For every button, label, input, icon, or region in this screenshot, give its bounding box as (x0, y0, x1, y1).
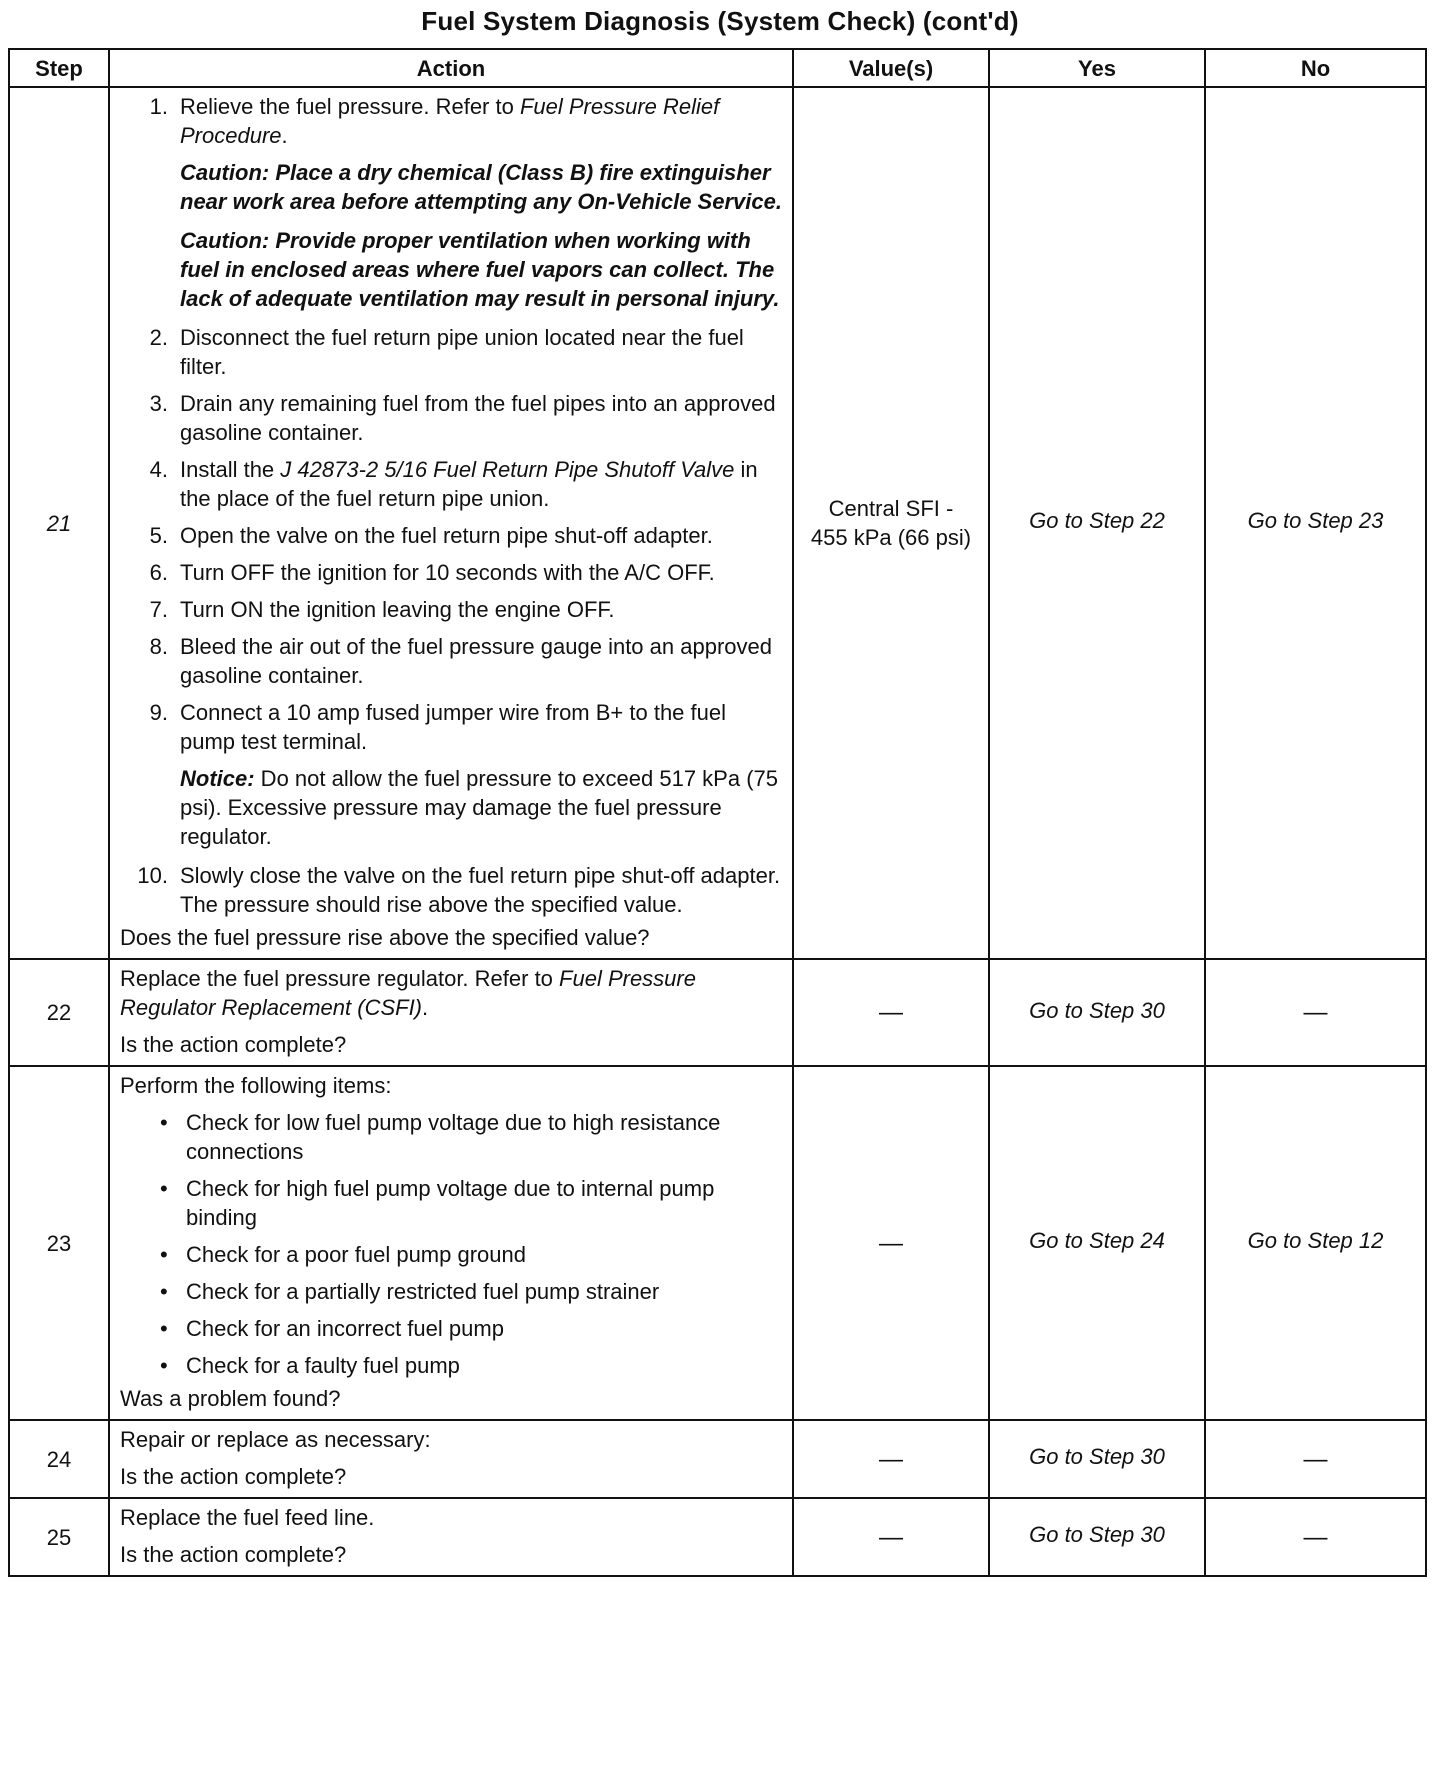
procedure-reference: Fuel Pressure Regulator Replacement (CSFI) (120, 966, 696, 1020)
bullet-item: • Check for a faulty fuel pump (120, 1351, 786, 1380)
dash: — (1303, 1445, 1328, 1473)
yes-cell: Go to Step 30 (989, 1420, 1205, 1498)
question-text: Was a problem found? (120, 1386, 341, 1411)
yes-cell: Go to Step 30 (989, 959, 1205, 1066)
item-text: Slowly close the valve on the fuel return pipe shut-off adapter. The pressure should rise above the specified value. (180, 863, 781, 917)
dash: — (879, 1523, 903, 1551)
notice-note (120, 764, 786, 851)
item-text: Drain any remaining fuel from the fuel pipes into an approved gasoline container. (180, 391, 776, 445)
table-row-step-23 (9, 1066, 1426, 1420)
value-line: Central SFI - (828, 496, 954, 521)
value-line: 455 kPa (66 psi) (810, 525, 972, 550)
list-item (120, 521, 786, 550)
bullet-item: • Check for high fuel pump voltage due to internal pump binding (120, 1174, 786, 1232)
item-text: Bleed the air out of the fuel pressure gauge into an approved gasoline container. (180, 634, 772, 688)
table-row-step-22 (9, 959, 1426, 1066)
question-text: Is the action complete? (120, 1542, 347, 1567)
header-no: No (1205, 49, 1426, 87)
item-number: 5. (149, 523, 168, 548)
diagnosis-table (8, 48, 1427, 1577)
caution-note: Caution: Provide proper ventilation when working with fuel in enclosed areas where fuel vapors can collect. The lack of adequate ventilation may result in personal injury. (180, 228, 780, 311)
value-cell (793, 1498, 989, 1576)
item-text: Turn OFF the ignition for 10 seconds with the A/C OFF. (180, 560, 715, 585)
no-cell (1205, 1498, 1426, 1576)
question-text: Is the action complete? (120, 1464, 347, 1489)
procedure-reference: Fuel Pressure Relief Procedure (180, 94, 720, 148)
value-cell (793, 959, 989, 1066)
table-row-step-25 (9, 1498, 1426, 1576)
list-item (120, 323, 786, 381)
action-intro: Perform the following items: (120, 1073, 392, 1098)
bullet-item: • Check for a poor fuel pump ground (120, 1240, 786, 1269)
step-number: 24 (9, 1420, 109, 1498)
header-yes: Yes (989, 49, 1205, 87)
step-number: 22 (9, 959, 109, 1066)
item-text: Open the valve on the fuel return pipe shut-off adapter. (180, 523, 713, 548)
item-number: 7. (149, 597, 168, 622)
table-row-step-21 (9, 87, 1426, 959)
action-text (120, 964, 786, 1022)
list-item (120, 558, 786, 587)
value-cell (793, 87, 989, 959)
item-text-end: . (281, 123, 288, 148)
item-text-end: in the place of the fuel return pipe union. (180, 457, 758, 511)
bullet-item: • Check for an incorrect fuel pump (120, 1314, 786, 1343)
item-text: Disconnect the fuel return pipe union located near the fuel filter. (180, 325, 744, 379)
list-item (120, 595, 786, 624)
dash: — (1303, 1523, 1328, 1551)
page-title: Fuel System Diagnosis (System Check) (cont'd) (421, 6, 1019, 36)
action-text: Repair or replace as necessary: (120, 1427, 431, 1452)
notice-text: Do not allow the fuel pressure to exceed 517 kPa (75 psi). Excessive pressure may damage the fuel pressure regulator. (180, 766, 778, 849)
no-cell (1205, 1420, 1426, 1498)
step-number: 21 (9, 87, 109, 959)
no-cell: Go to Step 12 (1205, 1066, 1426, 1420)
value-cell (793, 1066, 989, 1420)
item-number: 9. (149, 700, 168, 725)
dash: — (879, 1445, 903, 1473)
action-cell (109, 959, 793, 1066)
action-text-start: Replace the fuel pressure regulator. Refer to (120, 966, 560, 991)
notice-label: Notice: (180, 766, 255, 791)
bullet-item: • Check for low fuel pump voltage due to high resistance connections (120, 1108, 786, 1166)
yes-cell: Go to Step 30 (989, 1498, 1205, 1576)
item-number: 2. (149, 325, 168, 350)
item-text: Install the (180, 457, 281, 482)
caution-note: Caution: Place a dry chemical (Class B) fire extinguisher near work area before attempting any On-Vehicle Service. (180, 160, 782, 214)
yes-cell: Go to Step 22 (989, 87, 1205, 959)
action-cell (109, 1420, 793, 1498)
list-item (120, 92, 786, 150)
list-item (120, 389, 786, 447)
item-number: 1. (149, 94, 168, 119)
no-cell (1205, 959, 1426, 1066)
item-number: 10. (137, 863, 168, 888)
item-text: Relieve the fuel pressure. Refer to (180, 94, 520, 119)
item-text: Turn ON the ignition leaving the engine OFF. (180, 597, 615, 622)
item-text: Connect a 10 amp fused jumper wire from B+ to the fuel pump test terminal. (180, 700, 727, 754)
header-row (9, 49, 1426, 87)
step-number: 25 (9, 1498, 109, 1576)
action-cell (109, 1498, 793, 1576)
item-number: 3. (149, 391, 168, 416)
list-item (120, 698, 786, 756)
table-row-step-24 (9, 1420, 1426, 1498)
dash: — (879, 1229, 903, 1257)
item-number: 8. (149, 634, 168, 659)
value-cell (793, 1420, 989, 1498)
dash: — (879, 999, 903, 1026)
question-text: Is the action complete? (120, 1032, 347, 1057)
item-number: 6. (149, 560, 168, 585)
action-text: Replace the fuel feed line. (120, 1505, 375, 1530)
dash: — (1303, 999, 1328, 1026)
list-item (120, 861, 786, 919)
no-cell: Go to Step 23 (1205, 87, 1426, 959)
list-item (120, 455, 786, 513)
action-cell (109, 87, 793, 959)
bullet-item: • Check for a partially restricted fuel pump strainer (120, 1277, 786, 1306)
yes-cell: Go to Step 24 (989, 1066, 1205, 1420)
action-cell (109, 1066, 793, 1420)
list-item (120, 632, 786, 690)
header-action: Action (109, 49, 793, 87)
tool-reference: J 42873-2 5/16 Fuel Return Pipe Shutoff Valve (280, 457, 735, 482)
action-text-end: . (422, 995, 429, 1020)
header-values: Value(s) (793, 49, 989, 87)
header-step: Step (9, 49, 109, 87)
step-number: 23 (9, 1066, 109, 1420)
item-number: 4. (149, 457, 168, 482)
question-text: Does the fuel pressure rise above the specified value? (120, 925, 650, 950)
